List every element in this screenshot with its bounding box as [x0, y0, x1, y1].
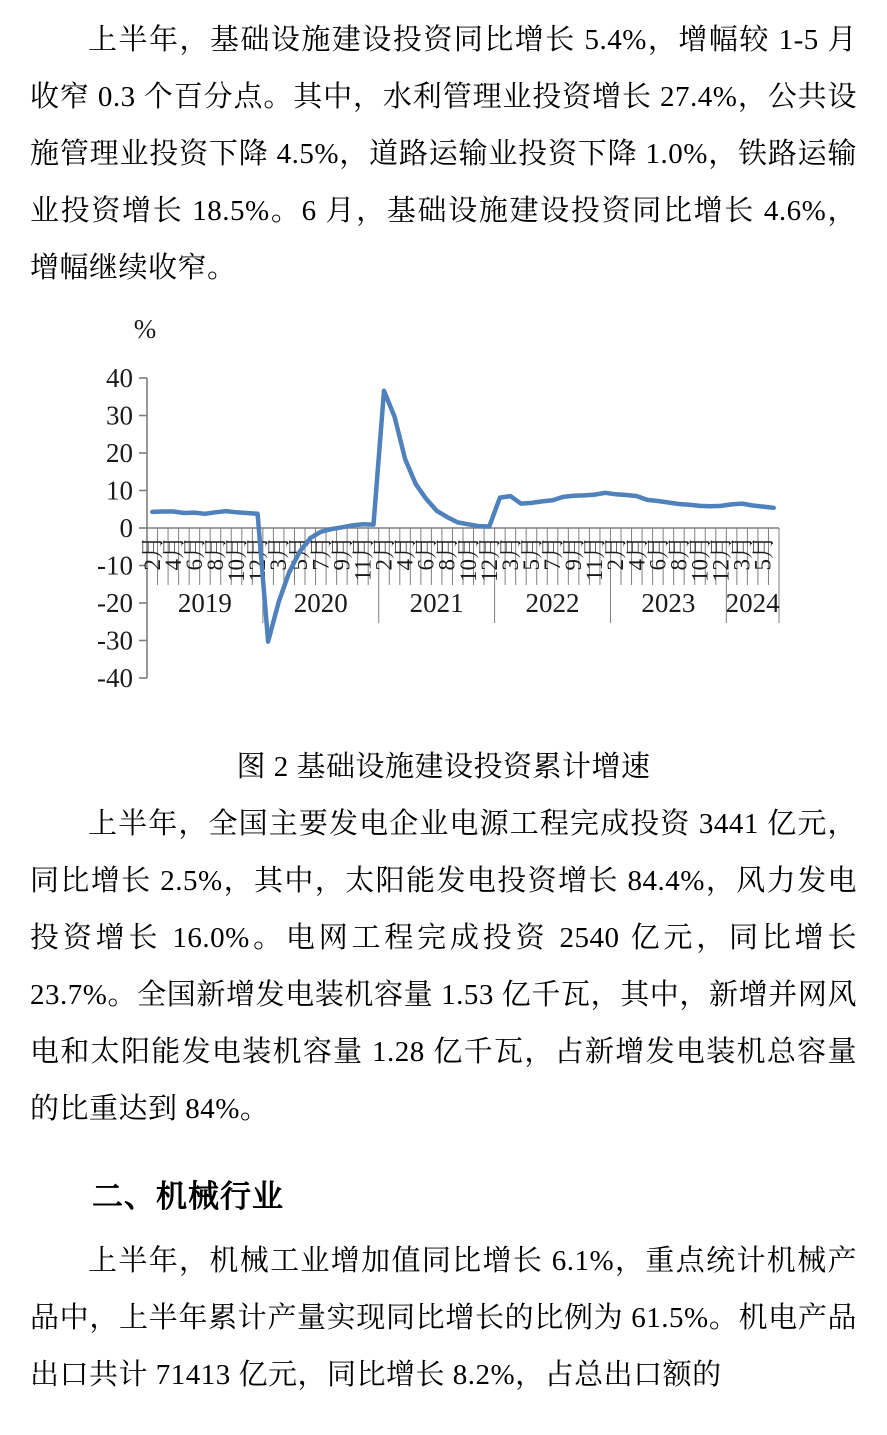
x-month-label: 8月	[202, 536, 228, 571]
x-month-label: 8月	[666, 536, 692, 571]
x-month-label: 5月	[518, 536, 544, 571]
y-tick-label: -10	[97, 550, 133, 581]
x-month-label: 3月	[729, 536, 755, 571]
section-heading-machinery-industry: 二、机械行业	[92, 1179, 284, 1214]
x-month-label: 6月	[181, 536, 207, 571]
x-month-label: 2月	[139, 536, 165, 571]
x-month-label: 6月	[413, 536, 439, 571]
x-month-label: 5月	[750, 536, 776, 571]
x-month-label: 4月	[160, 536, 186, 571]
x-year-label: 2021	[409, 588, 464, 618]
x-month-label: 4月	[624, 536, 650, 571]
paragraph-machinery-industry: 上半年，机械工业增加值同比增长 6.1%，重点统计机械产品中，上半年累计产量实现同比增长的比例为 61.5%。机电产品出口共计 71413 亿元，同比增长 8.2%，占总出口额的	[30, 1245, 857, 1391]
x-month-label: 12月	[708, 536, 734, 582]
x-month-label: 12月	[476, 536, 502, 582]
x-month-label: 6月	[645, 536, 671, 571]
x-year-label: 2019	[177, 588, 232, 618]
y-tick-label: 0	[119, 513, 133, 543]
x-month-label: 4月	[392, 536, 418, 571]
x-year-label: 2023	[641, 588, 696, 618]
paragraph-power-investment: 上半年，全国主要发电企业电源工程完成投资 3441 亿元，同比增长 2.5%，其中，太阳能发电投资增长 84.4%，风力发电投资增长 16.0%。电网工程完成投资 2540 亿元，同比增长 23.7%。全国新增发电装机容量 1.53 亿千瓦，其中，新增并网风电和太阳能发电装机容量 1.28 亿千瓦，占新增发电装机总容量的比重达到 84%。	[30, 808, 857, 1125]
x-month-label: 9月	[329, 536, 355, 571]
y-tick-label: -20	[97, 588, 133, 618]
x-month-label: 9月	[561, 536, 587, 571]
y-tick-label: 40	[106, 363, 133, 393]
x-year-label: 2020	[293, 588, 348, 618]
x-month-label: 3月	[497, 536, 523, 571]
x-month-label: 7月	[540, 536, 566, 571]
y-axis-unit-label: %	[133, 314, 157, 344]
y-tick-label: -40	[97, 663, 133, 693]
x-month-label: 3月	[266, 536, 292, 571]
x-month-label: 2月	[371, 536, 397, 571]
infrastructure-investment-growth-chart	[0, 305, 887, 737]
x-month-label: 10月	[687, 536, 713, 582]
x-month-label: 8月	[434, 536, 460, 571]
x-month-label: 10月	[224, 536, 250, 582]
x-month-label: 11月	[582, 536, 608, 582]
figure-2-caption: 图 2 基础设施建设投资累计增速	[236, 751, 651, 783]
y-tick-label: -30	[97, 625, 133, 656]
x-year-label: 2022	[525, 588, 580, 618]
x-month-label: 12月	[245, 536, 271, 582]
x-month-label: 2月	[603, 536, 629, 571]
x-month-label: 11月	[350, 536, 376, 582]
x-month-label: 10月	[455, 536, 481, 582]
y-tick-label: 20	[106, 438, 133, 468]
x-month-label: 5月	[287, 536, 313, 571]
y-tick-label: 10	[106, 475, 133, 506]
figure-2-chart-block	[0, 305, 827, 737]
x-year-label: 2024	[725, 588, 780, 618]
x-month-label: 7月	[308, 536, 334, 571]
paragraph-infrastructure-investment: 上半年，基础设施建设投资同比增长 5.4%，增幅较 1-5 月收窄 0.3 个百分点。其中，水利管理业投资增长 27.4%，公共设施管理业投资下降 4.5%，道路运输业投资下降 1.0%，铁路运输业投资增长 18.5%。6 月，基础设施建设投资同比增长 4.6%，增幅继续收窄。	[30, 24, 857, 284]
y-tick-label: 30	[106, 400, 133, 431]
